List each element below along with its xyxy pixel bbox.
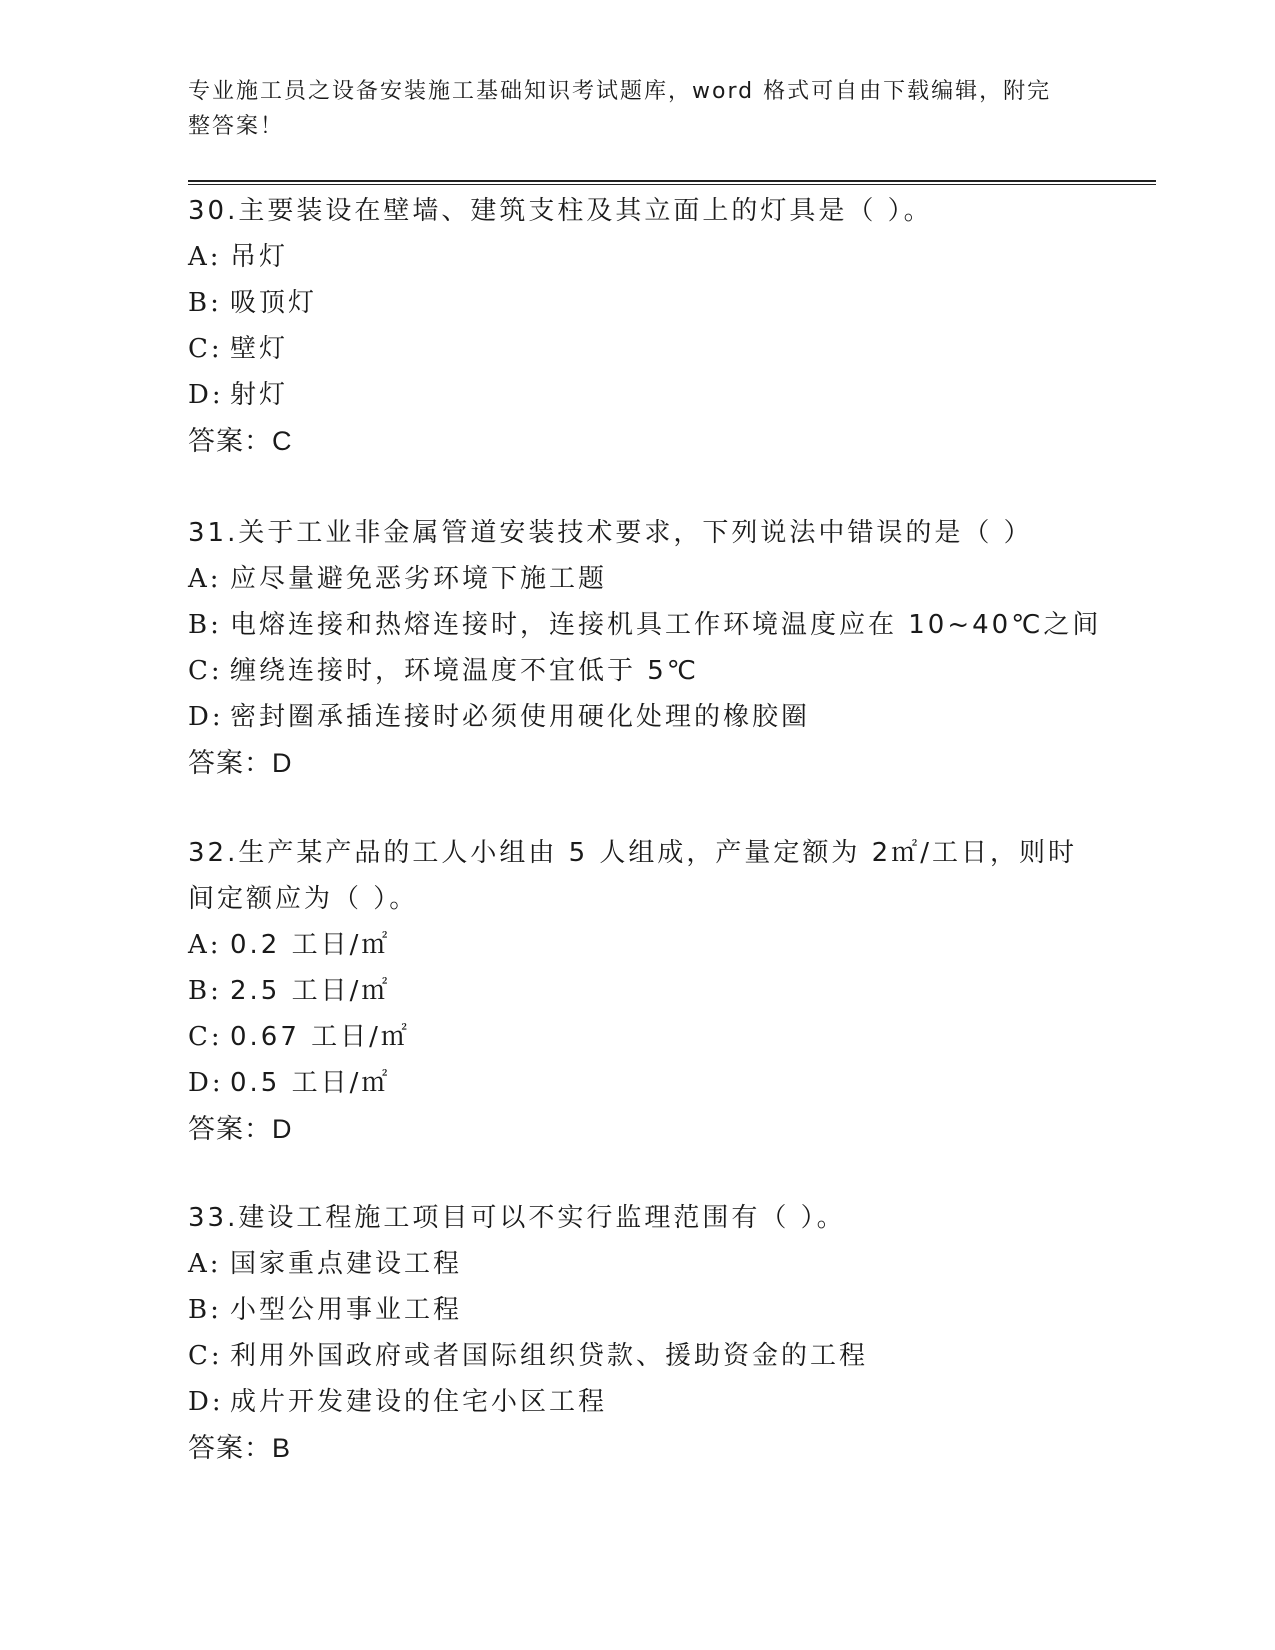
option-d — [188, 1379, 1148, 1425]
option-b — [188, 602, 1148, 648]
option-letter: B: — [188, 288, 222, 318]
option-a — [188, 1241, 1148, 1287]
option-c — [188, 326, 1148, 372]
option-c — [188, 1014, 1148, 1060]
answer-line: 答案：B — [188, 1433, 292, 1463]
option-b — [188, 1287, 1148, 1333]
option-text: 国家重点建设工程 — [230, 1249, 463, 1279]
option-letter: B: — [188, 610, 222, 640]
option-c — [188, 1333, 1148, 1379]
option-text: 成片开发建设的住宅小区工程 — [230, 1387, 608, 1417]
option-d — [188, 1060, 1148, 1106]
option-a — [188, 234, 1148, 280]
answer-line: 答案：C — [188, 426, 293, 456]
option-text: 0.67 工日/㎡ — [230, 1022, 410, 1052]
option-letter: D: — [188, 702, 224, 732]
option-letter: B: — [188, 976, 222, 1006]
option-letter: D: — [188, 1068, 224, 1098]
option-a — [188, 922, 1148, 968]
option-text: 0.5 工日/㎡ — [230, 1068, 391, 1098]
option-letter: C: — [188, 334, 223, 364]
option-letter: C: — [188, 1022, 223, 1052]
option-b — [188, 968, 1148, 1014]
option-letter: A: — [188, 242, 222, 272]
document-header: 专业施工员之设备安装施工基础知识考试题库，word 格式可自由下载编辑，附完整答案！ — [188, 79, 1052, 139]
option-text: 应尽量避免恶劣环境下施工题 — [230, 564, 608, 594]
option-letter: A: — [188, 930, 222, 960]
option-text: 射灯 — [230, 380, 289, 410]
question-stem: 30.主要装设在壁墙、建筑支柱及其立面上的灯具是（ ）。 — [188, 196, 933, 226]
answer-line: 答案：D — [188, 1114, 293, 1144]
question-30 — [188, 188, 1148, 464]
header-divider — [188, 180, 1156, 182]
option-b — [188, 280, 1148, 326]
question-31 — [188, 510, 1148, 786]
option-d — [188, 694, 1148, 740]
question-32 — [188, 830, 1148, 1152]
question-stem: 33.建设工程施工项目可以不实行监理范围有（ ）。 — [188, 1203, 846, 1233]
option-text: 电熔连接和热熔连接时，连接机具工作环境温度应在 10~40℃之间 — [230, 610, 1102, 640]
option-letter: A: — [188, 564, 222, 594]
question-stem: 31.关于工业非金属管道安装技术要求，下列说法中错误的是（ ） — [188, 518, 1033, 548]
option-letter: C: — [188, 656, 223, 686]
option-letter: A: — [188, 1249, 222, 1279]
question-stem: 32.生产某产品的工人小组由 5 人组成，产量定额为 2㎡/工日，则时间定额应为（ ）。 — [188, 838, 1077, 914]
option-text: 壁灯 — [230, 334, 289, 364]
option-text: 缠绕连接时，环境温度不宜低于 5℃ — [230, 656, 700, 686]
option-a — [188, 556, 1148, 602]
header-divider-thin — [188, 184, 1156, 185]
option-text: 密封圈承插连接时必须使用硬化处理的橡胶圈 — [230, 702, 811, 732]
question-33 — [188, 1195, 1148, 1471]
option-text: 2.5 工日/㎡ — [230, 976, 391, 1006]
option-c — [188, 648, 1148, 694]
option-letter: B: — [188, 1295, 222, 1325]
option-text: 吊灯 — [230, 242, 289, 272]
option-letter: D: — [188, 1387, 224, 1417]
option-text: 0.2 工日/㎡ — [230, 930, 391, 960]
option-text: 小型公用事业工程 — [230, 1295, 463, 1325]
option-d — [188, 372, 1148, 418]
answer-line: 答案：D — [188, 748, 293, 778]
option-letter: D: — [188, 380, 224, 410]
option-text: 利用外国政府或者国际组织贷款、援助资金的工程 — [230, 1341, 869, 1371]
option-text: 吸顶灯 — [230, 288, 318, 318]
option-letter: C: — [188, 1341, 223, 1371]
